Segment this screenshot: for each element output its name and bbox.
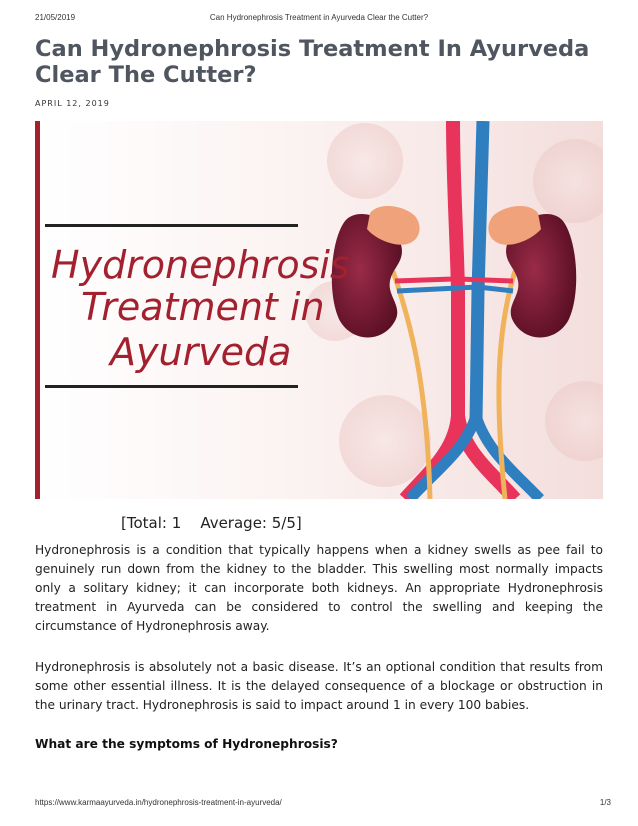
hero-accent-bar [35, 121, 40, 499]
hero-image [35, 121, 603, 499]
article-title: Can Hydronephrosis Treatment In Ayurveda Clear The Cutter? [35, 36, 590, 88]
page-url-link[interactable]: https://www.karmaayurveda.in/hydronephrosis-treatment-in-ayurveda/ [35, 798, 282, 807]
hero-rule-top [45, 224, 298, 227]
print-header [0, 13, 638, 27]
hero-line-1: Hydronephrosis [51, 243, 350, 287]
hero-line-2: Treatment in [81, 285, 325, 329]
print-date: 21/05/2019 [35, 13, 76, 22]
print-page-title: Can Hydronephrosis Treatment in Ayurveda Clear the Cutter? [209, 13, 429, 22]
paragraph-2: Hydronephrosis is absolutely not a basic disease. It’s an optional condition that results from some other essential illness. It is the delayed consequence of a blockage or obstruction in the urinary tract. Hydronephrosis is said to impact around 1 in every 100 babies. [35, 660, 603, 713]
section-heading-symptoms: What are the symptoms of Hydronephrosis? [35, 737, 338, 751]
page-number: 1/3 [599, 798, 611, 807]
print-footer [0, 798, 638, 812]
hero-rule-bottom [45, 385, 298, 388]
hero-line-3: Ayurveda [110, 330, 292, 374]
publish-date: APRIL 12, 2019 [35, 99, 110, 108]
paragraph-1: Hydronephrosis is a condition that typically happens when a kidney swells as pee fail to genuinely run down from the kidney to the bladder. This swelling most normally impacts only a solitary kidney; it can incorporate both kidneys. An appropriate Hydronephrosis treatment in Ayurveda can be considered to control the swelling and keeping the circumstance of Hydronephrosis away. [35, 543, 603, 634]
rating-summary: [Total: 1 Average: 5/5] [121, 514, 302, 532]
